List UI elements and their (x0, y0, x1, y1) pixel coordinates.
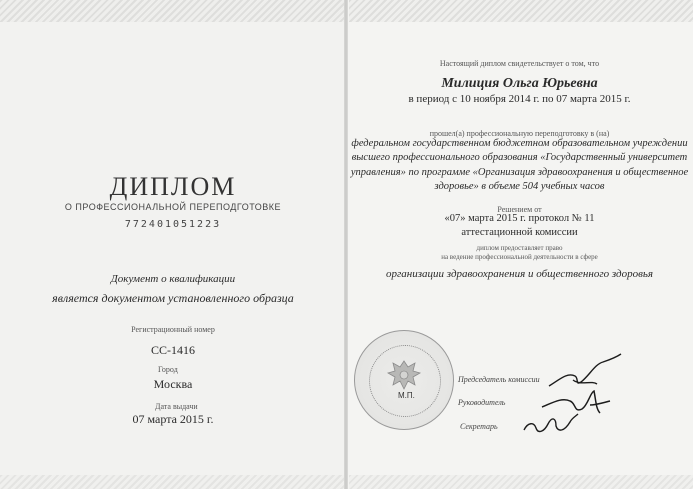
city-label: Город (158, 365, 178, 374)
seal-place-label: М.П. (398, 391, 415, 400)
decision-label: Решением от (497, 205, 542, 214)
double-headed-eagle-emblem (385, 357, 423, 393)
qualification-line-1: Документ о квалификации (110, 273, 236, 285)
attestation-commission: аттестационной комиссии (461, 227, 578, 238)
issue-date-value: 07 марта 2015 г. (132, 412, 214, 426)
professional-field: организации здравоохранения и общественного здоровья (386, 268, 653, 280)
ornamental-top-band-right (349, 0, 693, 22)
official-seal (354, 330, 454, 430)
certifies-intro: Настоящий диплом свидетельствует о том, что (439, 59, 600, 68)
registration-number-value: СС-1416 (150, 343, 195, 357)
ornamental-top-band-left (0, 0, 344, 22)
diploma-subtitle: О ПРОФЕССИОНАЛЬНОЙ ПЕРЕПОДГОТОВКЕ (64, 202, 282, 212)
head-label: Руководитель (458, 398, 506, 407)
graduate-name: Милиция Ольга Юрьевна (441, 76, 598, 91)
rights-line-1: диплом предоставляет право (476, 244, 563, 252)
diploma-number: 772401051223 (124, 219, 222, 230)
registration-number-label: Регистрационный номер (131, 325, 215, 334)
chairman-label: Председатель комиссии (458, 375, 540, 384)
rights-line-2: на ведение профессиональной деятельности в сфере (441, 253, 598, 261)
passed-retraining-label: прошел(а) профессиональную переподготовку в (на) (429, 129, 610, 138)
secretary-label: Секретарь (460, 422, 498, 431)
city-value: Москва (153, 377, 193, 391)
diploma-title: ДИПЛОМ (109, 172, 237, 201)
secretary-signature (520, 408, 580, 438)
institution-and-program: федеральном государственном бюджетном образовательном учреждении высшего профессионального образования «Государственный университет управления» по программе «Организация здравоохранения и общественное здоровье» в объеме 504 учебных часов (350, 138, 689, 193)
ornamental-bottom-band-right (349, 475, 693, 489)
ornamental-bottom-band-left (0, 475, 344, 489)
qualification-line-2: является документом установленного образца (52, 291, 294, 305)
decision-value: «07» марта 2015 г. протокол № 11 (444, 213, 595, 224)
study-period: в период с 10 ноября 2014 г. по 07 марта 2015 г. (408, 93, 631, 105)
issue-date-label: Дата выдачи (155, 402, 198, 411)
